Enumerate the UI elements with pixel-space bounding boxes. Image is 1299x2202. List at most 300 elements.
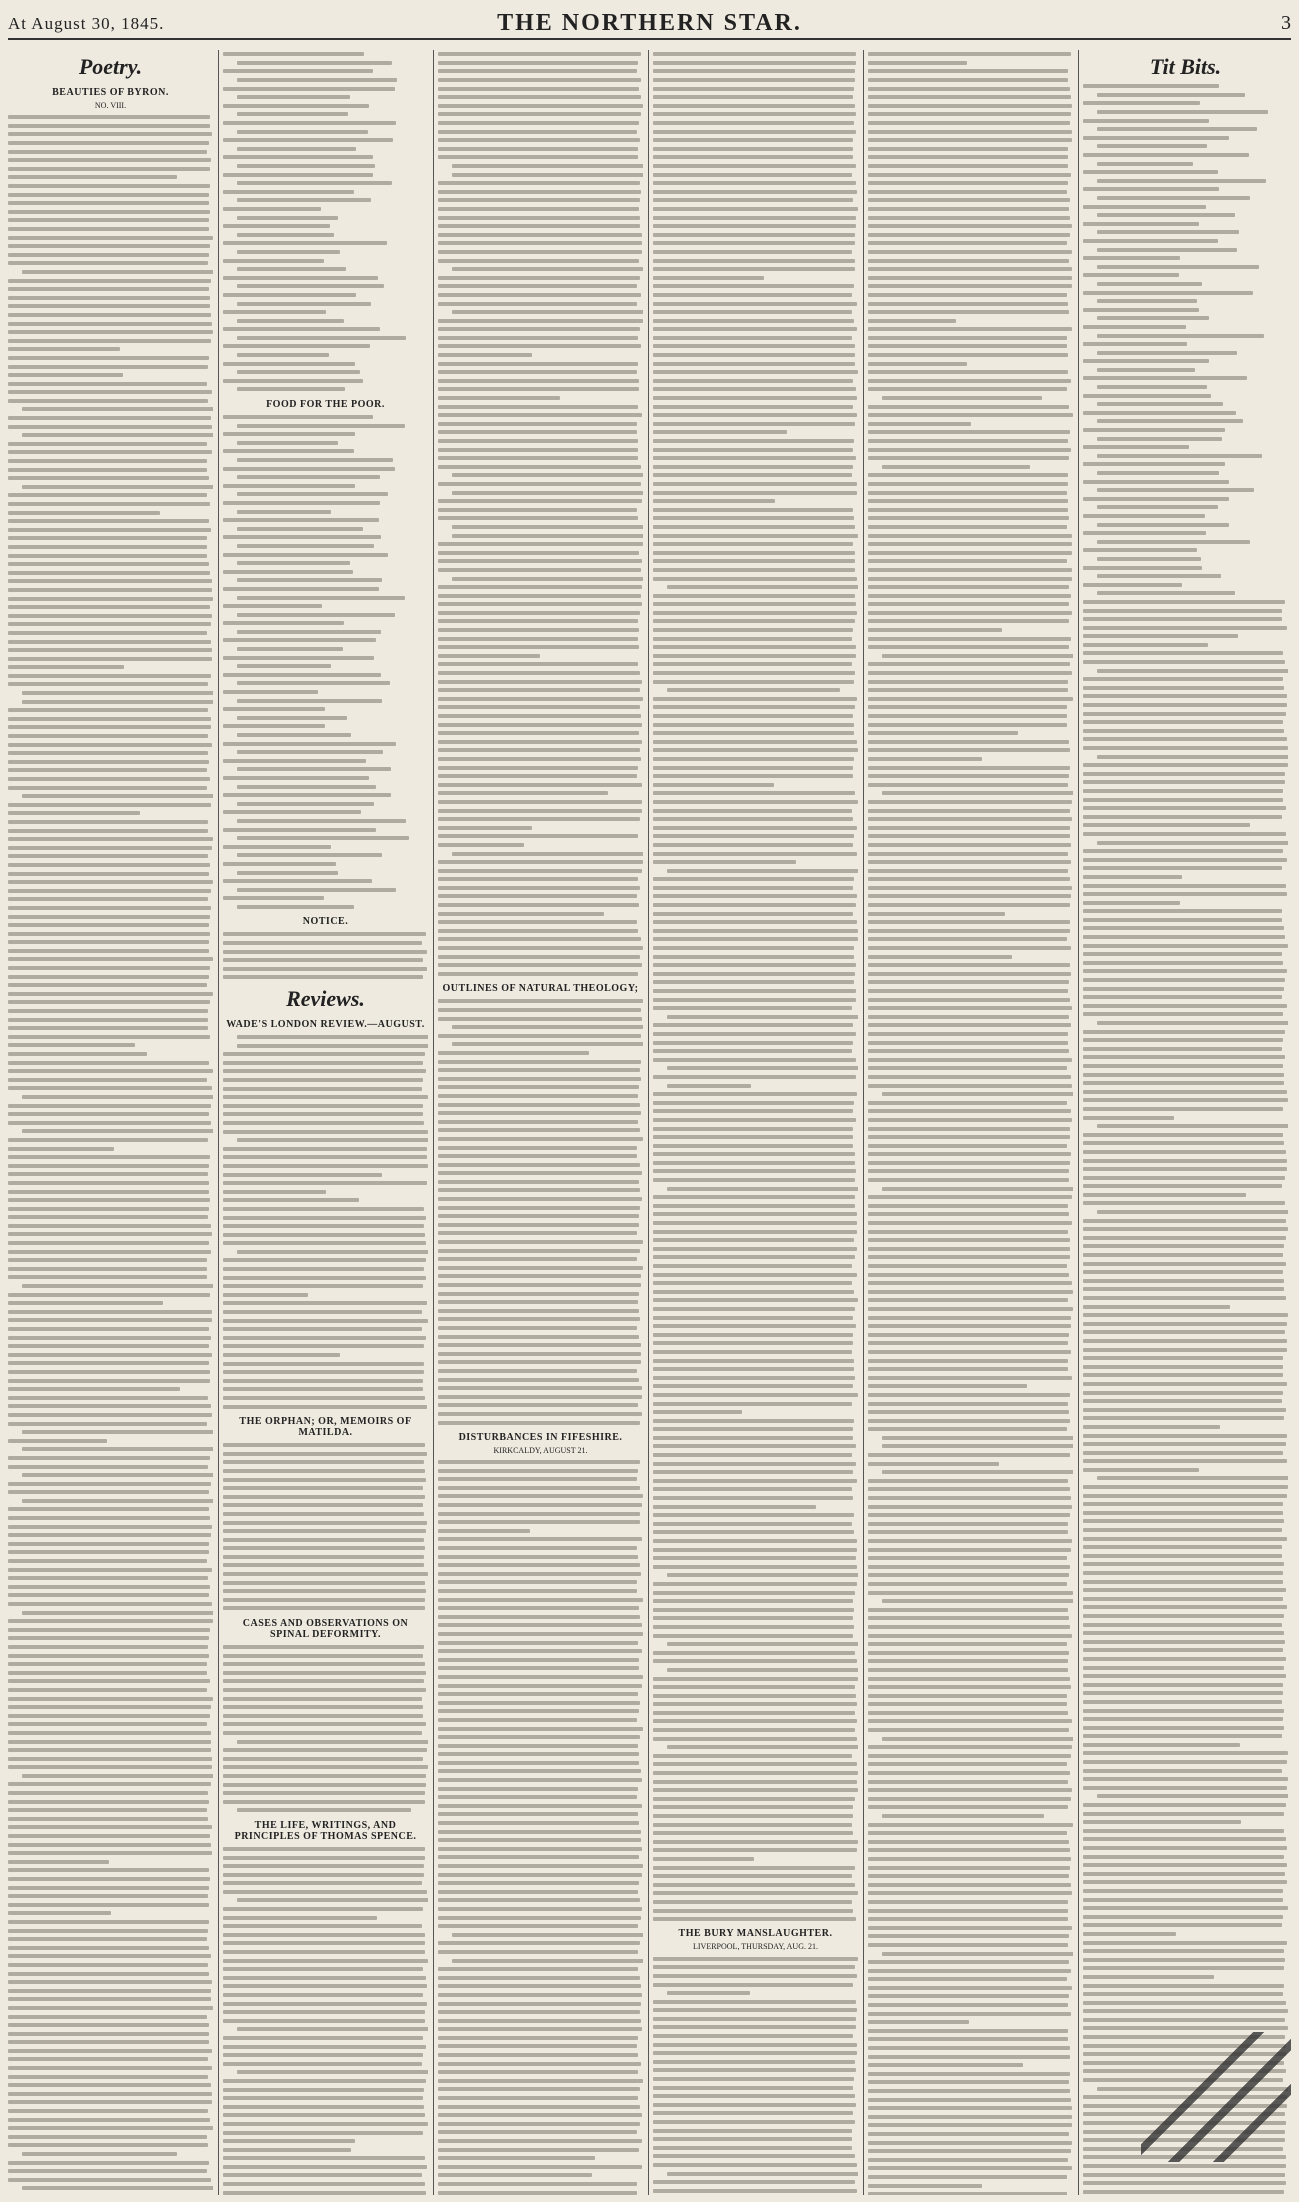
- text-line: [868, 370, 1068, 374]
- text-line: [438, 1326, 637, 1330]
- text-line: [1097, 1794, 1288, 1798]
- text-line: [438, 1692, 638, 1696]
- text-line: [653, 104, 855, 108]
- text-line: [868, 1522, 1068, 1526]
- text-line: [438, 1838, 641, 1842]
- text-line: [438, 1283, 641, 1287]
- text-line: [438, 1486, 640, 1490]
- text-line: [438, 1941, 640, 1945]
- text-line: [8, 786, 207, 790]
- review-heading: THE ORPHAN; OR, MEMOIRS OF MATILDA.: [239, 1415, 412, 1438]
- text-line: [438, 1206, 640, 1210]
- text-line: [438, 1881, 639, 1885]
- text-line: [8, 468, 207, 472]
- text-line: [8, 1860, 109, 1864]
- text-line: [223, 415, 373, 419]
- text-line: [1083, 1167, 1287, 1171]
- text-line: [868, 929, 1070, 933]
- text-line: [1097, 669, 1288, 673]
- text-line: [438, 1795, 637, 1799]
- text-line: [868, 963, 1070, 967]
- text-line: [653, 1359, 854, 1363]
- text-line: [653, 1316, 853, 1320]
- text-line: [1083, 1932, 1176, 1936]
- text-line: [868, 1075, 1071, 1079]
- text-line: [438, 834, 638, 838]
- text-line: [223, 1589, 426, 1593]
- text-line: [8, 1439, 107, 1443]
- text-line: [223, 155, 373, 159]
- text-line: [868, 980, 1069, 984]
- text-line: [8, 1748, 211, 1752]
- text-line: [8, 253, 209, 257]
- text-line: [1083, 1812, 1284, 1816]
- text-line: [868, 1926, 1072, 1930]
- text-line: [653, 740, 857, 744]
- text-line: [1083, 892, 1287, 896]
- text-line: [868, 559, 1067, 563]
- text-line: [653, 1462, 856, 1466]
- notice-text: [223, 930, 428, 982]
- column-rule: [648, 50, 649, 2195]
- text-line: [882, 1436, 1073, 1440]
- text-line: [8, 1731, 211, 1735]
- article-heading: BEAUTIES OF BYRON.: [52, 87, 169, 98]
- text-line: [868, 2080, 1069, 2084]
- text-line: [653, 834, 854, 838]
- text-line: [438, 1360, 641, 1364]
- text-line: [868, 1384, 1027, 1388]
- text-line: [653, 559, 855, 563]
- text-line: [653, 1505, 816, 1509]
- text-line: [438, 61, 638, 65]
- text-line: [1097, 755, 1288, 759]
- text-line: [868, 112, 1071, 116]
- text-line: [223, 1198, 359, 1202]
- text-line: [223, 975, 423, 979]
- text-line: [1083, 1373, 1283, 1377]
- text-line: [653, 731, 854, 735]
- text-line: [1083, 1098, 1288, 1102]
- text-line: [438, 2122, 640, 2126]
- text-line: [237, 353, 329, 357]
- text-line: [1083, 325, 1186, 329]
- text-line: [8, 1138, 208, 1142]
- text-line: [22, 433, 213, 437]
- text-line: [653, 1419, 854, 1423]
- text-line: [653, 190, 857, 194]
- text-line: [868, 1986, 1072, 1990]
- text-line: [8, 1387, 180, 1391]
- text-line: [1083, 1562, 1284, 1566]
- text-line: [8, 2075, 208, 2079]
- text-line: [8, 622, 211, 626]
- text-line: [8, 1593, 209, 1597]
- text-line: [452, 534, 643, 538]
- text-line: [868, 1505, 1072, 1509]
- text-line: [868, 671, 1072, 675]
- text-line: [8, 339, 211, 343]
- review-heading: THE LIFE, WRITINGS, AND PRINCIPLES OF THOMAS SPENCE.: [234, 1819, 417, 1842]
- text-line: [868, 1573, 1069, 1577]
- text-line: [868, 2184, 982, 2188]
- text-line: [223, 1452, 427, 1456]
- text-line: [223, 2002, 427, 2006]
- text-line: [223, 1241, 426, 1245]
- text-line: [438, 1529, 530, 1533]
- text-line: [223, 1873, 424, 1877]
- text-line: [438, 284, 637, 288]
- text-line: [868, 499, 1068, 503]
- text-line: [438, 190, 641, 194]
- text-line: [237, 853, 382, 857]
- text-line: [653, 1006, 852, 1010]
- text-line: [438, 1812, 638, 1816]
- text-line: [1083, 789, 1283, 793]
- body-text: [8, 113, 213, 2195]
- text-line: [1097, 1124, 1288, 1128]
- text-line: [653, 164, 856, 168]
- text-line: [653, 456, 856, 460]
- text-line: [653, 2120, 855, 2124]
- text-line: [1083, 1305, 1230, 1309]
- text-line: [8, 1542, 209, 1546]
- text-line: [8, 640, 211, 644]
- text-line: [1083, 1468, 1199, 1472]
- text-line: [237, 905, 354, 909]
- column-6: [1083, 50, 1288, 2195]
- text-line: [1083, 187, 1219, 191]
- text-line: [868, 946, 1071, 950]
- text-line: [1083, 1605, 1287, 1609]
- text-line: [653, 121, 854, 125]
- text-line: [653, 1169, 856, 1173]
- text-line: [868, 155, 1068, 159]
- text-line: [868, 413, 1073, 417]
- text-line: [438, 1395, 642, 1399]
- text-line: [8, 459, 207, 463]
- text-line: [8, 1765, 212, 1769]
- text-line: [1083, 1434, 1287, 1438]
- text-line: [1083, 961, 1283, 965]
- text-line: [1097, 213, 1235, 217]
- text-line: [868, 1419, 1070, 1423]
- text-line: [438, 963, 642, 967]
- text-line: [1097, 110, 1268, 114]
- text-line: [653, 628, 853, 632]
- text-line: [438, 1180, 639, 1184]
- text-line: [223, 2036, 423, 2040]
- text-line: [868, 869, 1068, 873]
- text-line: [8, 708, 208, 712]
- text-line: [438, 1171, 642, 1175]
- text-line: [1083, 2026, 1288, 2030]
- text-line: [882, 1444, 1073, 1448]
- text-line: [438, 1257, 637, 1261]
- text-line: [237, 1898, 428, 1902]
- text-line: [223, 1697, 422, 1701]
- text-line: [653, 1281, 852, 1285]
- text-line: [223, 1563, 424, 1567]
- text-line: [868, 1866, 1070, 1870]
- text-line: [438, 207, 639, 211]
- text-line: [8, 1920, 209, 1924]
- text-line: [1083, 1227, 1288, 1231]
- text-line: [1083, 1751, 1288, 1755]
- text-line: [237, 387, 345, 391]
- text-line: [237, 871, 338, 875]
- text-line: [1083, 1614, 1284, 1618]
- text-line: [1097, 282, 1202, 286]
- text-line: [653, 1702, 857, 1706]
- text-line: [8, 511, 160, 515]
- text-line: [868, 534, 1072, 538]
- text-line: [1083, 1966, 1284, 1970]
- text-line: [223, 467, 395, 471]
- text-line: [223, 1405, 427, 1409]
- text-line: [1083, 2173, 1285, 2177]
- text-line: [653, 602, 856, 606]
- text-line: [653, 1427, 853, 1431]
- text-line: [8, 614, 212, 618]
- text-line: [8, 1224, 211, 1228]
- text-line: [438, 130, 637, 134]
- text-line: [8, 2092, 212, 2096]
- text-line: [438, 955, 640, 959]
- text-line: [223, 1791, 425, 1795]
- text-line: [22, 1447, 213, 1451]
- text-line: [868, 697, 1073, 701]
- text-line: [237, 527, 363, 531]
- column-4: [653, 50, 858, 2195]
- text-line: [438, 697, 643, 701]
- text-line: [1083, 1038, 1283, 1042]
- text-line: [438, 405, 638, 409]
- text-line: [653, 1900, 852, 1904]
- text-line: [868, 774, 1069, 778]
- text-line: [438, 2010, 640, 2014]
- text-line: [653, 1891, 858, 1895]
- text-line: [237, 681, 390, 685]
- text-line: [868, 473, 1068, 477]
- text-line: [8, 1662, 207, 1666]
- text-line: [8, 1946, 209, 1950]
- text-line: [237, 733, 351, 737]
- dateline: LIVERPOOL, THURSDAY, AUG. 21.: [693, 1942, 818, 1952]
- text-line: [1083, 1408, 1286, 1412]
- text-line: [223, 1538, 424, 1542]
- text-line: [653, 654, 856, 658]
- text-line: [452, 473, 643, 477]
- text-line: [1083, 1356, 1283, 1360]
- text-line: [868, 1298, 1068, 1302]
- text-line: [438, 413, 642, 417]
- text-line: [868, 2123, 1072, 2127]
- text-line: [8, 1112, 209, 1116]
- text-line: [1083, 1709, 1284, 1713]
- text-line: [653, 1591, 855, 1595]
- text-line: [223, 1478, 426, 1482]
- text-line: [868, 422, 971, 426]
- text-line: [868, 1255, 1070, 1259]
- text-line: [1083, 1107, 1283, 1111]
- text-line: [653, 1737, 857, 1741]
- text-line: [223, 1233, 425, 1237]
- text-line: [8, 760, 209, 764]
- text-line: [8, 597, 213, 601]
- text-line: [653, 1041, 853, 1045]
- text-line: [223, 638, 376, 642]
- text-line: [868, 1883, 1071, 1887]
- text-line: [1083, 1494, 1287, 1498]
- text-line: [1083, 2190, 1284, 2194]
- column-1: [8, 50, 213, 2195]
- text-line: [653, 138, 853, 142]
- text-line: [8, 1877, 210, 1881]
- text-line: [1083, 918, 1282, 922]
- text-line: [438, 637, 638, 641]
- text-line: [438, 104, 643, 108]
- text-line: [438, 1512, 640, 1516]
- text-line: [653, 1625, 854, 1629]
- text-line: [1083, 952, 1282, 956]
- text-line: [223, 759, 366, 763]
- text-line: [438, 1128, 640, 1132]
- text-line: [868, 714, 1067, 718]
- text-line: [438, 611, 640, 615]
- text-line: [653, 972, 855, 976]
- text-line: [868, 207, 1069, 211]
- text-line: [438, 2173, 592, 2177]
- text-line: [1083, 1141, 1284, 1145]
- text-line: [868, 241, 1067, 245]
- text-line: [1083, 1279, 1284, 1283]
- text-line: [8, 1525, 212, 1529]
- text-line: [868, 568, 1072, 572]
- text-line: [223, 1581, 425, 1585]
- text-line: [8, 751, 208, 755]
- text-line: [653, 1341, 853, 1345]
- text-line: [1083, 480, 1229, 484]
- text-line: [223, 1654, 423, 1658]
- text-line: [223, 362, 355, 366]
- text-line: [8, 493, 207, 497]
- text-line: [8, 287, 209, 291]
- text-line: [8, 1181, 209, 1185]
- text-line: [868, 809, 1070, 813]
- text-line: [223, 1774, 426, 1778]
- text-line: [8, 1207, 209, 1211]
- text-line: [868, 491, 1067, 495]
- text-line: [237, 130, 368, 134]
- text-line: [452, 267, 643, 271]
- text-line: [438, 929, 638, 933]
- text-line: [438, 1709, 639, 1713]
- text-line: [1083, 1597, 1283, 1601]
- text-line: [223, 1748, 427, 1752]
- text-line: [8, 2040, 209, 2044]
- text-line: [868, 1539, 1072, 1543]
- text-line: [438, 1675, 643, 1679]
- text-line: [1083, 746, 1288, 750]
- text-line: [653, 1075, 856, 1079]
- text-line: [653, 1805, 853, 1809]
- text-line: [1083, 1743, 1240, 1747]
- text-line: [438, 327, 640, 331]
- text-line: [653, 852, 857, 856]
- text-line: [8, 1817, 208, 1821]
- text-line: [438, 1403, 638, 1407]
- text-line: [438, 1274, 641, 1278]
- text-line: [868, 482, 1068, 486]
- text-line: [868, 1032, 1068, 1036]
- text-line: [8, 2057, 208, 2061]
- text-line: [653, 1965, 855, 1969]
- text-line: [868, 843, 1071, 847]
- text-line: [868, 1659, 1068, 1663]
- text-line: [868, 2089, 1070, 2093]
- text-line: [8, 717, 211, 721]
- text-line: [653, 1582, 857, 1586]
- text-line: [438, 654, 540, 658]
- text-line: [237, 424, 405, 428]
- text-line: [438, 1503, 642, 1507]
- text-line: [868, 1101, 1067, 1105]
- text-line: [237, 1740, 428, 1744]
- text-line: [653, 2094, 855, 2098]
- text-line: [223, 2062, 422, 2066]
- text-line: [8, 210, 210, 214]
- text-line: [8, 1267, 207, 1271]
- text-line: [653, 1402, 852, 1406]
- text-line: [1083, 858, 1287, 862]
- text-line: [868, 259, 1069, 263]
- text-line: [8, 1353, 212, 1357]
- text-line: [8, 390, 212, 394]
- text-line: [237, 613, 395, 617]
- text-line: [8, 1619, 213, 1623]
- text-line: [438, 1223, 639, 1227]
- text-line: [868, 1376, 1072, 1380]
- text-line: [8, 1671, 207, 1675]
- text-line: [223, 1731, 422, 1735]
- text-line: [653, 680, 854, 684]
- text-line: [438, 1300, 638, 1304]
- text-line: [653, 52, 856, 56]
- text-line: [653, 473, 852, 477]
- text-line: [1097, 523, 1229, 527]
- poem-text: [223, 413, 428, 911]
- text-line: [868, 52, 1071, 56]
- text-line: [438, 774, 637, 778]
- text-line: [438, 2019, 641, 2023]
- text-line: [868, 594, 1071, 598]
- text-line: [868, 680, 1068, 684]
- text-line: [438, 843, 524, 847]
- text-line: [438, 147, 638, 151]
- text-line: [653, 1273, 857, 1277]
- text-line: [653, 1384, 853, 1388]
- text-line: [223, 293, 356, 297]
- text-line: [868, 362, 967, 366]
- text-line: [438, 1369, 637, 1373]
- text-line: [1083, 600, 1285, 604]
- text-line: [1083, 1889, 1283, 1893]
- text-line: [1083, 136, 1229, 140]
- text-line: [223, 1907, 423, 1911]
- text-line: [1083, 1863, 1287, 1867]
- text-line: [452, 491, 643, 495]
